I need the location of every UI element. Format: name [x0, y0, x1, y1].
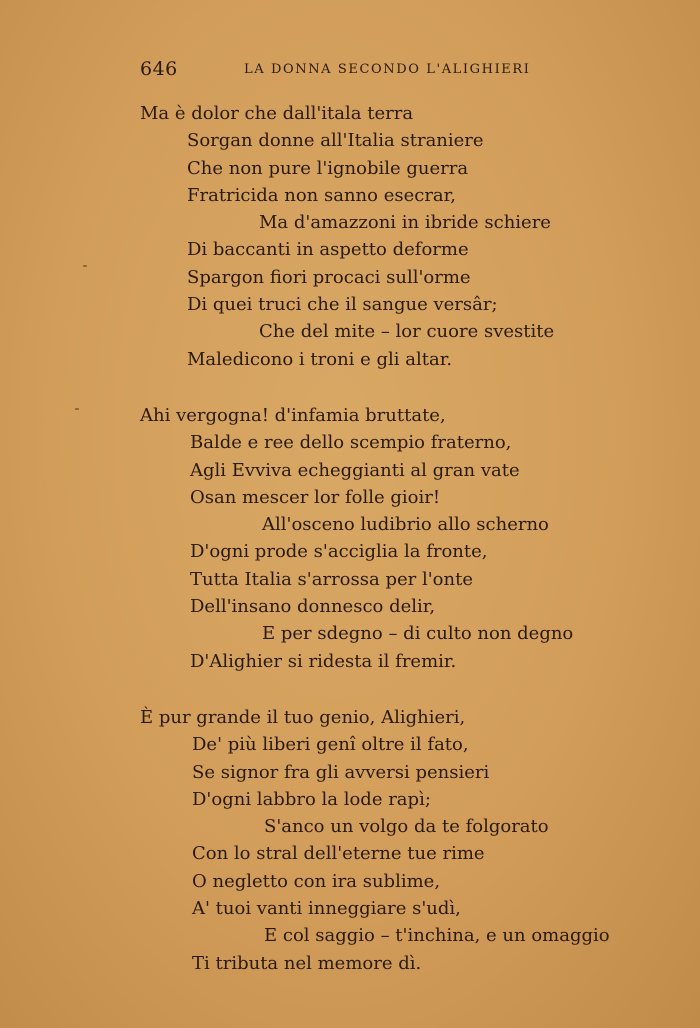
stanza-2 — [140, 402, 660, 675]
verse-line: Balde e ree dello scempio fraterno, — [190, 432, 512, 454]
verse-line: Ti tributa nel memore dì. — [192, 952, 422, 974]
verse-line: D'ogni prode s'accigliа la fronte, — [190, 541, 488, 563]
verse-line: Tutta Italia s'arrossa per l'onte — [190, 568, 473, 590]
verse-line: E col saggio – t'inchina, e un omaggio — [264, 925, 610, 947]
verse-line: Ma è dolor che dall'itala terra — [140, 103, 414, 124]
stanza-3 — [140, 704, 660, 977]
page-number: 646 — [140, 58, 178, 80]
verse-line: Con lo stral dell'eterne tue rime — [192, 843, 485, 865]
verse-line: Se signor fra gli avversi pensieri — [192, 761, 490, 783]
verse-line: A' tuoi vanti inneggiare s'udì, — [192, 898, 461, 920]
margin-mark — [83, 265, 87, 267]
verse-line: D'Alighier si ridesta il fremir. — [190, 650, 457, 672]
verse-line: S'anco un volgo da te folgorato — [264, 816, 549, 838]
verse-line: D'ogni labbro la lode rapì; — [192, 788, 431, 810]
verse-line: O negletto con ira sublime, — [192, 870, 441, 892]
verse-line: Osan mescer lor folle gioir! — [190, 486, 441, 508]
verse-line: Fratricida non sanno esecrar, — [187, 184, 456, 206]
margin-mark — [75, 408, 79, 410]
verse-line: Ahi vergogna! d'infamia bruttate, — [140, 404, 446, 426]
running-title: LA DONNA SECONDO L'ALIGHIERI — [244, 62, 531, 77]
running-head — [140, 58, 540, 84]
verse-line: Maledicono i troni e gli altar. — [187, 348, 453, 370]
poem — [140, 100, 660, 1006]
verse-line: Spargon fiori procaci sull'orme — [187, 266, 471, 288]
verse-line: Che del mite – lor cuore svestite — [259, 321, 555, 343]
verse-line: Di quei truci che il sangue versâr; — [187, 294, 498, 316]
verse-line: De' più liberi genî oltre il fato, — [192, 734, 469, 756]
verse-line: Agli Evviva echeggianti al gran vate — [190, 459, 520, 481]
verse-line: Che non pure l'ignobile guerra — [187, 157, 469, 179]
stanza-1 — [140, 100, 660, 373]
verse-line: All'osceno ludibrio allo scherno — [262, 514, 549, 536]
verse-line: Sorgan donne all'Italia straniere — [187, 130, 484, 152]
verse-line: Ma d'amazzoni in ibride schiere — [259, 212, 551, 234]
verse-line: Di baccanti in aspetto deforme — [187, 239, 469, 261]
verse-line: Dell'insano donnesco delir, — [190, 596, 436, 618]
verse-line: E per sdegno – di culto non degno — [262, 623, 574, 645]
verse-line: È pur grande il tuo genio, Alighieri, — [140, 706, 466, 728]
